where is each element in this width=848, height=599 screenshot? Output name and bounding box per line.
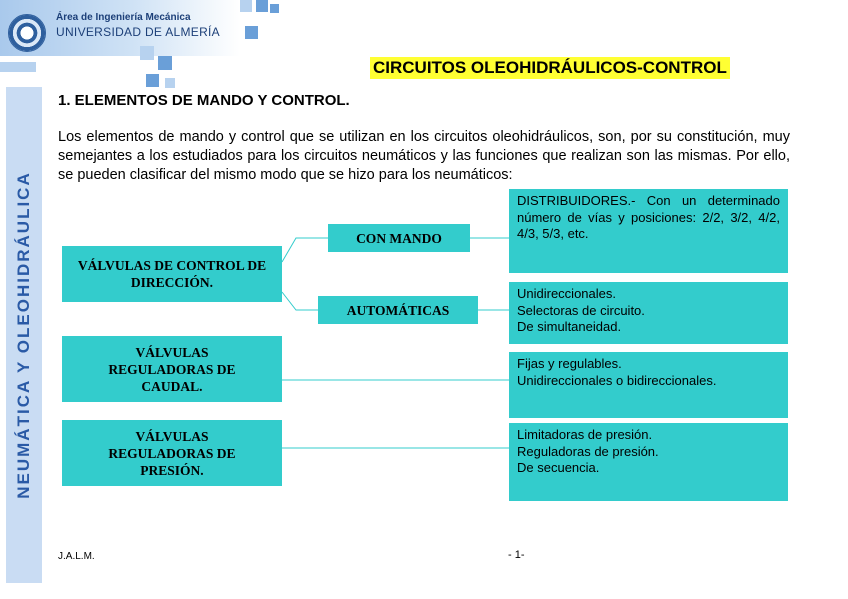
department-name: Área de Ingeniería Mecánica <box>56 12 191 23</box>
automaticas-label: AUTOMÁTICAS <box>346 302 450 318</box>
flow-valves-label: VÁLVULAS REGULADORAS DE CAUDAL. <box>108 344 236 394</box>
direction-valves-label: VÁLVULAS DE CONTROL DE DIRECCIÓN. <box>77 258 267 290</box>
flow-desc-box <box>509 352 788 418</box>
con-mando-box <box>328 224 470 252</box>
pressure-desc-item: De secuencia. <box>517 460 600 475</box>
pressure-desc-box <box>509 423 788 501</box>
automatic-desc-box <box>509 282 788 344</box>
flow-desc-item: Fijas y regulables. <box>517 356 622 371</box>
con-mando-label: CON MANDO <box>356 230 442 246</box>
pressure-valves-label: VÁLVULAS REGULADORAS DE PRESIÓN. <box>108 428 236 478</box>
pressure-desc-item: Reguladoras de presión. <box>517 443 659 459</box>
page-number: - 1- <box>508 549 525 561</box>
pressure-desc-item: Limitadoras de presión. <box>517 427 653 442</box>
connector-direction-automaticas <box>282 292 318 310</box>
page-title: CIRCUITOS OLEOHIDRÁULICOS-CONTROL <box>370 57 730 79</box>
distributors-desc-box <box>509 189 788 273</box>
footer-author: J.A.L.M. <box>58 551 95 562</box>
automaticas-box <box>318 296 478 324</box>
automatic-desc-item: Unidireccionales. <box>517 286 616 301</box>
intro-paragraph: Los elementos de mando y control que se utilizan en los circuitos oleohidráulicos, son, por su constitución, muy semejantes a los estudiados para los circuitos neumáticos y las funciones que realizan son las mismas. Por ello, se pueden clasificar del mismo modo que se hizo para los neumáticos: <box>58 129 790 183</box>
automatic-desc-item: Selectoras de circuito. <box>517 302 645 318</box>
pressure-valves-box <box>62 420 282 486</box>
automatic-desc-item: De simultaneidad. <box>517 319 622 334</box>
section-heading: 1. ELEMENTOS DE MANDO Y CONTROL. <box>58 92 350 109</box>
flow-valves-box <box>62 336 282 402</box>
university-name: UNIVERSIDAD DE ALMERÍA <box>56 25 220 39</box>
direction-valves-box <box>62 246 282 302</box>
flow-desc-item: Unidireccionales o bidireccionales. <box>517 372 717 388</box>
side-title: NEUMÁTICA Y OLEOHIDRÁULICA <box>14 171 33 499</box>
connector-direction-conmando <box>282 238 328 262</box>
distributors-desc: DISTRIBUIDORES.- Con un determinado número de vías y posiciones: 2/2, 3/2, 4/2, 4/3, 5/3, etc. <box>517 193 780 241</box>
